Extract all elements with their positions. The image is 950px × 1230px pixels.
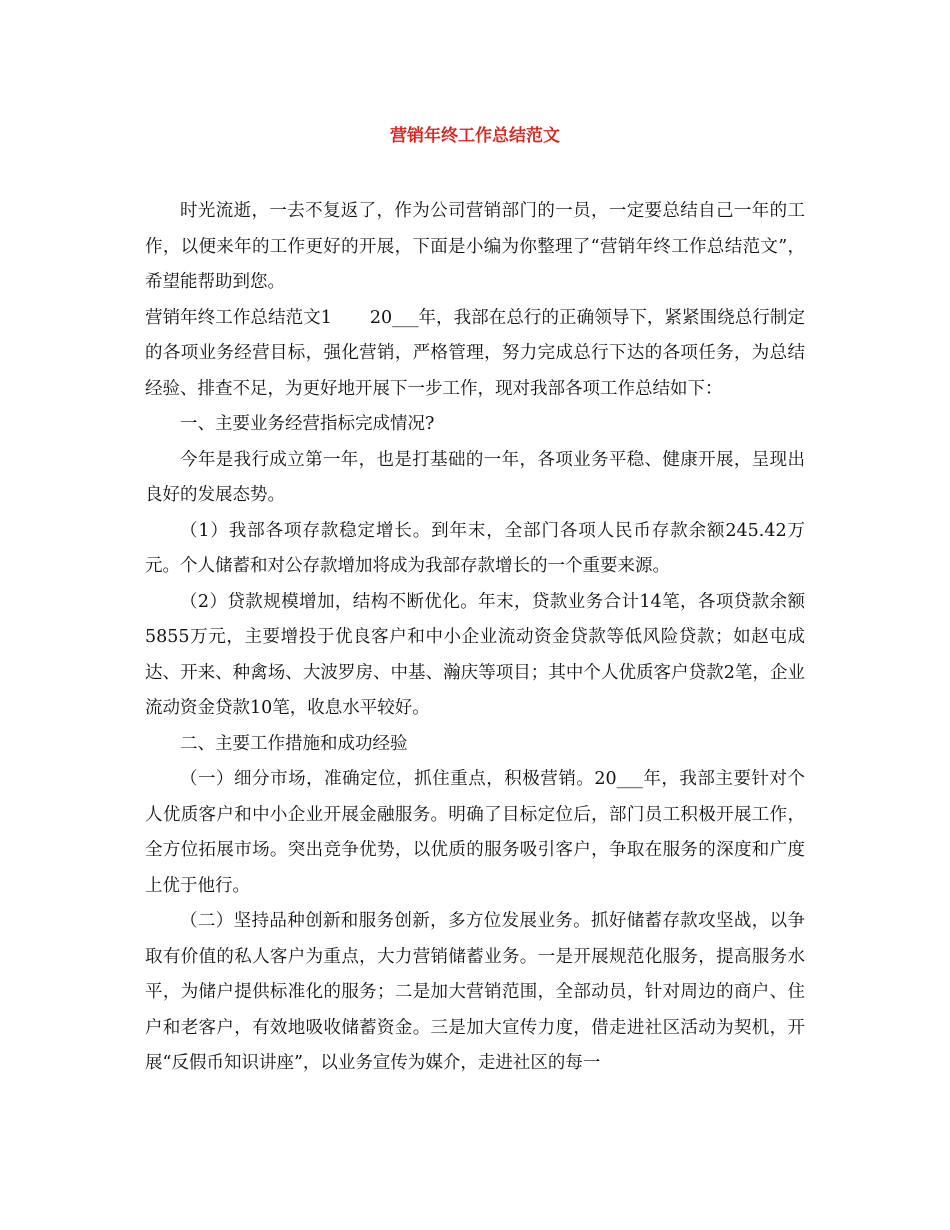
paragraph-innovation: （二）坚持品种创新和服务创新，多方位发展业务。抓好储蓄存款攻坚战，以争取有价值的私人客户为重点，大力营销储蓄业务。一是开展规范化服务，提高服务水平，为储户提供标准化的服务；二是加大营销范围，全部动员，针对周边的商户、住户和老客户，有效地吸收储蓄资金。三是加大宣传力度，借走进社区活动为契机，开展“反假币知识讲座”，以业务宣传为媒介，走进社区的每一 [145, 911, 805, 1073]
intro-paragraph: 时光流逝，一去不复返了，作为公司营销部门的一员，一定要总结自己一年的工作，以便来年的工作更好的开展，下面是小编为你整理了“营销年终工作总结范文”，希望能帮助到您。 [145, 201, 805, 292]
sample-heading: 营销年终工作总结范文1 [145, 307, 332, 328]
heading-one: 一、主要业务经营指标完成情况? [180, 414, 435, 434]
section-paragraph [145, 301, 805, 408]
paragraph-loans: （2）贷款规模增加，结构不断优化。年末，贷款业务合计14笔，各项贷款余额5855万元，主要增投于优良客户和中小企业流动资金贷款等低风险贷款；如赵屯成达、开来、种禽场、大波罗房、中基、瀚庆等项目；其中个人优质客户贷款2笔，企业流动资金贷款10笔，收息水平较好。 [145, 591, 805, 718]
document-body [145, 194, 805, 1082]
paragraph-deposits: （1）我部各项存款稳定增长。到年末，全部门各项人民币存款余额245.42万元。个人储蓄和对公存款增加将成为我部存款增长的一个重要来源。 [145, 520, 805, 576]
paragraph-overview: 今年是我行成立第一年，也是打基础的一年，各项业务平稳、健康开展，呈现出良好的发展态势。 [145, 449, 805, 505]
opening-text: 20___年，我部在总行的正确领导下，紧紧围绕总行制定的各项业务经营目标，强化营销，严格管理，努力完成总行下达的各项任务，为总结经验、排查不足，为更好地开展下一步工作，现对我部各项工作总结如下： [145, 307, 805, 399]
paragraph-market: （一）细分市场，准确定位，抓住重点，积极营销。20___年，我部主要针对个人优质客户和中小企业开展金融服务。明确了目标定位后，部门员工积极开展工作，全方位拓展市场。突出竞争优势，以优质的服务吸引客户，争取在服务的深度和广度上优于他行。 [145, 769, 805, 896]
heading-two: 二、主要工作措施和成功经验 [180, 733, 408, 754]
document-title: 营销年终工作总结范文 [390, 126, 560, 146]
